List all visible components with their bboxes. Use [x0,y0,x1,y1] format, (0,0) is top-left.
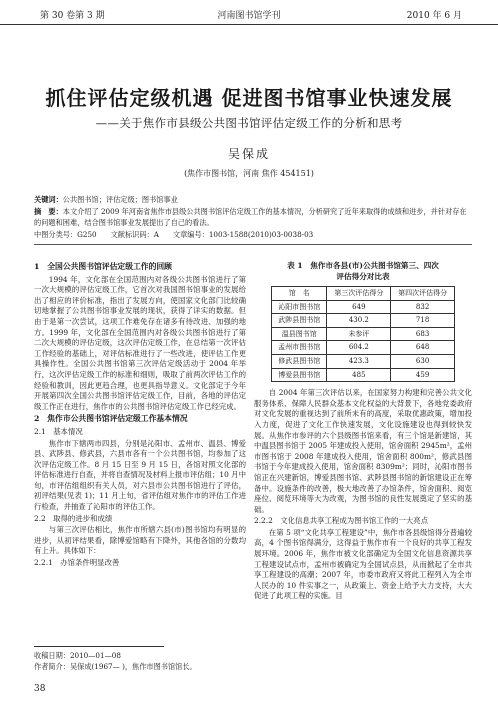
abstract-block [34,194,472,240]
article-number: 文章编号：1003-1588(2010)03-0038-03 [172,229,314,239]
table-cell: 485 [327,368,391,382]
table-row [272,314,455,328]
keywords-text: 公共图书馆；评估定级；图书馆事业 [62,195,178,204]
table-cell: 683 [391,327,455,341]
right-column-heading: 2.2.2 文化信息共享工程成为图书馆工作的一大亮点 [254,516,429,526]
abstract-divider [34,244,472,245]
table-row [272,327,455,341]
author-affiliation: (焦作市图书馆，河南 焦作 454151) [184,169,314,178]
received-date: 收稿日期：2010—01—08 [34,651,121,660]
table-cell: 温县图书馆 [272,327,327,341]
left-column [34,260,246,570]
table-cell: 832 [391,300,455,314]
left-column-paragraph: 1994 年，文化部在全国范围内对各级公共图书馆进行了第一次大规模的评估定级工作，它首次对我国图书馆事业的发展给出了相应的评价标准，指出了发展方向，使国家文化部门比较确切地掌握了公共图书馆事业发展的现状，获得了详实的数据。但由于是第一次尝试，这项工作难免存在诸多有待改进、加强的地方。1999 年，文化部在全国范围内对各级公共图书馆进行了第二次大规模的评估定级，这次评估定级工作，在总结第一次评估工作经验的基础上，对评估标准进行了一些改进，使评估工作更具操作性。全国公共图书馆第三次评估定级活动于 2004 年举行，这次评估定级工作的标准和细则，吸取了前两次评估工作的经验和教训，因此更趋合理，也更具指导意义。文化部定于今年开展第四次全国公共图书馆评估定级工作，目前，各地的评估定级工作正在进行，焦作市的公共图书馆评估定级工作已经完成。 [34,274,246,411]
right-column-paragraph: 在第 5 项“文化共享工程建设”中，焦作市各县级馆得分普遍较高，4 个图书馆得满分，这得益于焦作市有一个良好的共享工程发展环境。2006 年，焦作市被文化部确定为全国文化信息资源共享工程建设试点市，孟州市被确定为全国试点县，从而掀起了全市共享工程建设的高潮；2007 年，市委市政府又将此工程列入为全市人民办的 10 件实事之一，从政策上、资金上给予大力支持，大大促进了此项工程的实施。目 [254,527,472,601]
score-table [271,286,455,382]
table-row [272,300,455,314]
footnotes [34,650,334,672]
table-body [272,300,455,382]
page-number: 38 [34,684,46,694]
table-cell: 604.2 [327,341,391,355]
issue-date: 2010 年 6 月 [406,11,462,21]
table-row [272,341,455,355]
table-cell: 649 [327,300,391,314]
right-column-paragraph: 自 2004 年第三次评估以来，在国家努力构建和完善公共文化服务体系、保障人民群众基本文化权益的大背景下，各地党委政府对文化发展的重视达到了前所未有的高度，采取优惠政策，增加投入力度，促进了文化工作快速发展，文化设施建设也得到较快发展。从焦作市参评的六个县级图书馆来看，有三个馆是新建馆，其中温县图书馆于 2005 年建成投入使用，馆舍面积 2945m²，孟州市图书馆于 2008 年建成投入使用，馆舍面积 800m²，修武县图书馆于今年建成投入使用，馆舍面积 8309m²；同时，沁阳市图书馆正在兴建新馆，博爱县图书馆、武陟县图书馆的新馆建设正在筹备中。设施条件的改善，极大地改善了办馆条件，馆舍面积、阅览座位、阅览环境等大为改观，为图书馆的良性发展奠定了坚实的基础。 [254,388,472,514]
table-cell: 630 [391,354,455,368]
table-caption-line-2: 评估得分对比表 [336,272,390,281]
author-name: 吴保成 [227,147,270,161]
table-cell: 718 [391,314,455,328]
table-cell: 修武县图书馆 [272,354,327,368]
table-cell: 未参评 [327,327,391,341]
table-cell: 459 [391,368,455,382]
left-column-heading: 2 焦作市公共图书馆评估定级工作基本情况 [34,414,188,424]
abstract-label: 摘 要： [34,206,63,216]
left-column-heading: 2.1 基本情况 [34,426,83,436]
classification-line [34,229,472,241]
author-bio: 作者简介：吴保成(1967— )，焦作市图书馆馆长。 [34,662,197,671]
clc-number: 中图分类号：G250 [34,229,97,239]
keywords-label: 关键词： [34,195,63,204]
left-column-paragraph: 焦作市下辖两市四县，分别是沁阳市、孟州市、温县、博爱县、武陟县、修武县，六县市各有一个公共图书馆，均参加了这次评估定级工作。8 月 15 日至 9 月 15 日，各馆对照文化部的评估标准进行自查，并将自查情况及材料上报市评估组；10 月中旬，市评估组组织有关人员，对六县市公共图书馆进行了评估，初评结果(见表 1)；11 月上旬，省评估组对焦作市的评估工作进行检查，并抽查了沁阳市的评估工作。 [34,438,246,512]
volume-issue: 第 30 卷第 3 期 [40,11,105,21]
table-cell: 沁阳市图书馆 [272,300,327,314]
table-row [272,368,455,382]
right-column-text [254,388,472,602]
table-caption [254,260,472,282]
table-cell: 648 [391,341,455,355]
right-column [254,260,472,602]
table-header-cell: 第三次评估得分 [327,287,391,301]
footnote-divider [34,646,164,647]
table-cell: 博爱县图书馆 [272,368,327,382]
running-header [0,0,498,25]
abstract-text: 本文介绍了 2009 年河南省焦作市县级公共图书馆评估定级工作的基本情况，分析研究了近年来取得的成绩和进步，并针对存在的问题和困难，结合图书馆事业发展提出了自己的看法。 [34,206,467,227]
table-cell: 孟州市图书馆 [272,341,327,355]
table-row [272,354,455,368]
left-column-heading: 1 全国公共图书馆评估定级工作的回顾 [34,262,172,271]
left-column-paragraph: 与第三次评估相比，焦作市所辖六县(市)图书馆均有明显的进步，从初评结果看，除博爱馆略有下降外，其他各馆的分数均有上升。具体如下： [34,525,246,556]
table-cell: 423.3 [327,354,391,368]
abstract-line [34,206,472,229]
table-cell: 武陟县图书馆 [272,314,327,328]
article-subtitle: ——关于焦作市县级公共图书馆评估定级工作的分析和思考 [95,116,403,130]
table-header-row [272,287,455,301]
left-column-heading: 2.2 取得的进步和成绩 [34,513,113,523]
table-header-cell: 馆 名 [272,287,327,301]
table-caption-line-1: 表 1 焦作市各县(市)公共图书馆第三、四次 [287,261,439,270]
article-title: 抓住评估定级机遇 促进图书馆事业快速发展 [45,86,453,110]
journal-name: 河南图书馆学刊 [217,11,281,21]
document-code: 文献标识码：A [110,229,159,239]
keywords-line [34,194,472,206]
left-column-heading: 2.2.1 办馆条件明显改善 [34,558,120,568]
table-cell: 430.2 [327,314,391,328]
table-header-cell: 第四次评估得分 [391,287,455,301]
